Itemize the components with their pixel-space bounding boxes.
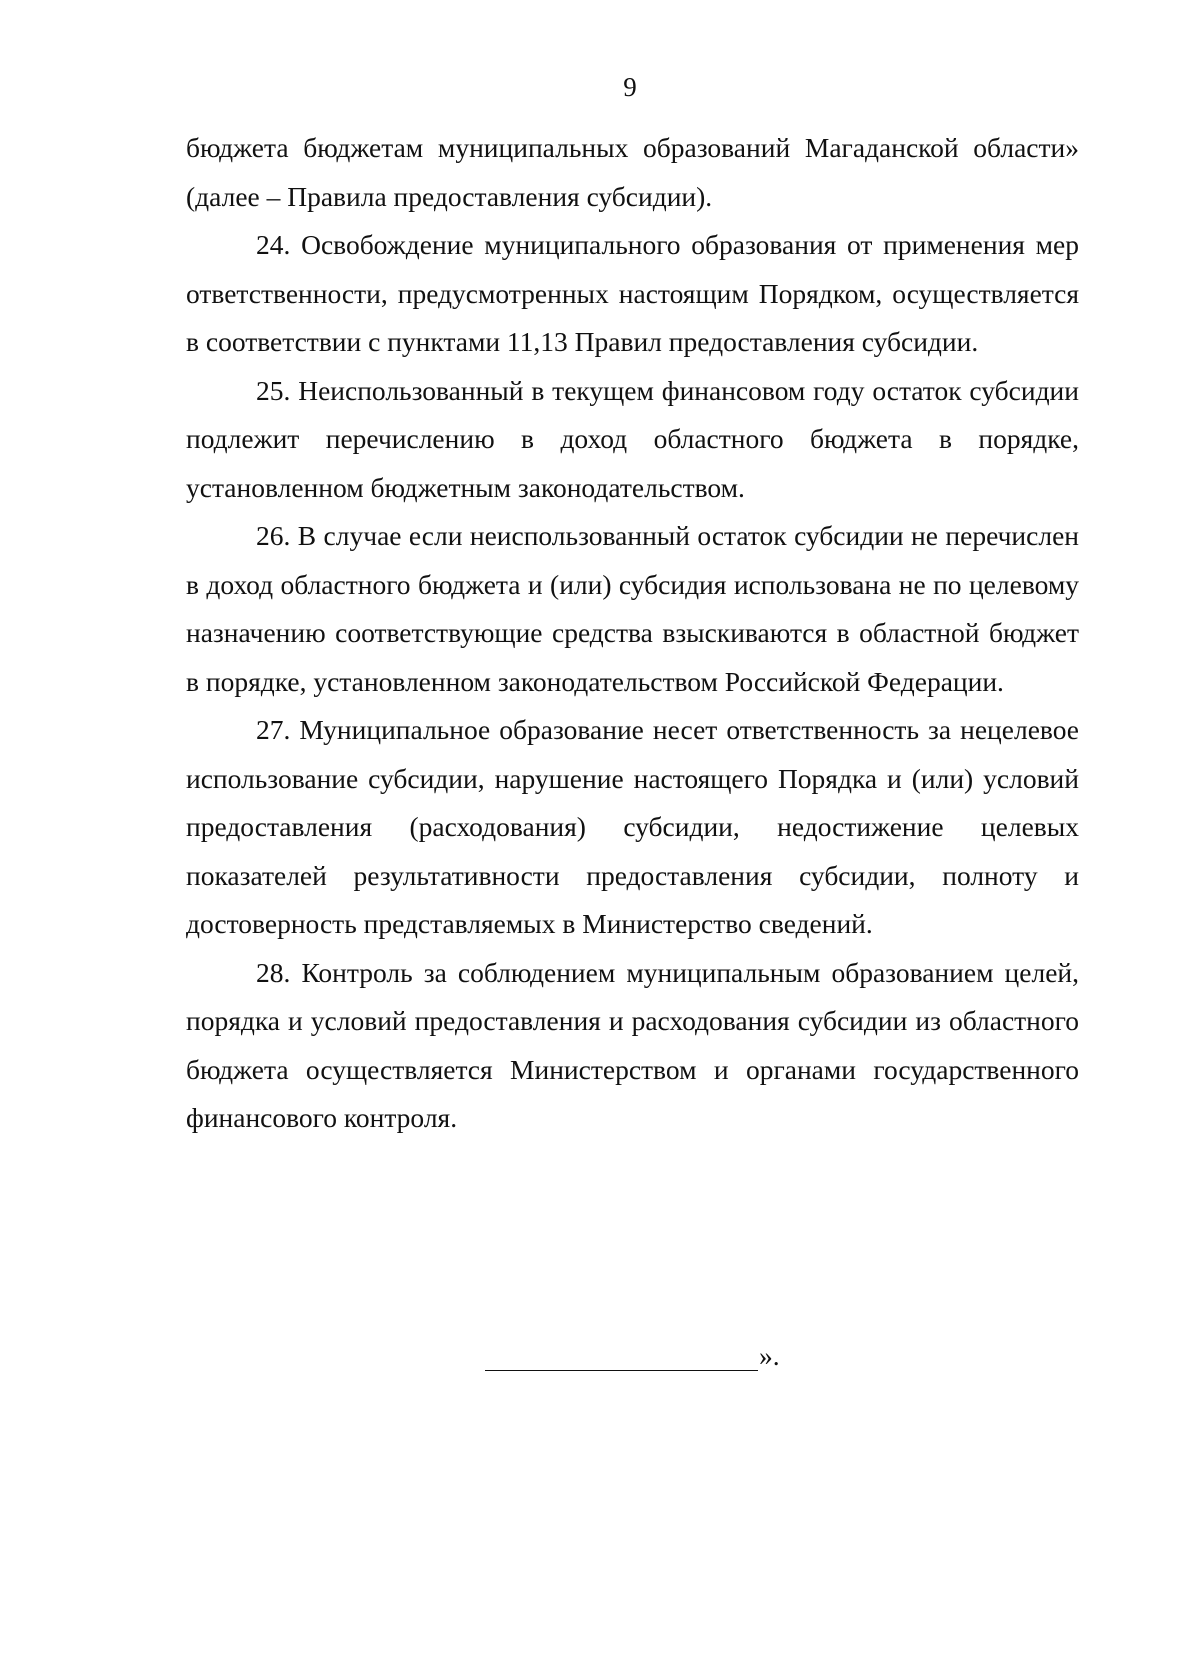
paragraph-28: 28. Контроль за соблюдением муниципальным образованием целей, порядка и условий предоставления и расходования субсидии из областного бюджета осуществляется Министерством и органами государственного финансового контроля.: [186, 956, 1079, 1133]
closing-rule: [485, 1340, 758, 1371]
closing-quote-mark: ».: [759, 1340, 780, 1371]
document-body: [186, 124, 1079, 1143]
paragraph-27: 27. Муниципальное образование несет ответственность за нецелевое использование субсидии, нарушение настоящего Порядка и (или) условий предоставления (расходования) субсидии, недостижение целевых показателей результативности предоставления субсидии, полноту и достоверность представляемых в Министерство сведений.: [186, 714, 1079, 939]
paragraph-24: 24. Освобождение муниципального образования от применения мер ответственности, предусмотренных настоящим Порядком, осуществляется в соответствии с пунктами 11,13 Правил предоставления субсидии.: [186, 229, 1079, 357]
paragraph-continuation: бюджета бюджетам муниципальных образований Магаданской области» (далее – Правила предоставления субсидии).: [186, 132, 1079, 212]
paragraph-26: 26. В случае если неиспользованный остаток субсидии не перечислен в доход областного бюджета и (или) субсидия использована не по целевому назначению соответствующие средства взыскиваются в областной бюджет в порядке, установленном законодательством Российской Федерации.: [186, 520, 1079, 697]
closing-block: [485, 1340, 780, 1371]
paragraph-25: 25. Неиспользованный в текущем финансовом году остаток субсидии подлежит перечислению в доход областного бюджета в порядке, установленном бюджетным законодательством.: [186, 374, 1079, 503]
page-number: 9: [623, 72, 637, 102]
